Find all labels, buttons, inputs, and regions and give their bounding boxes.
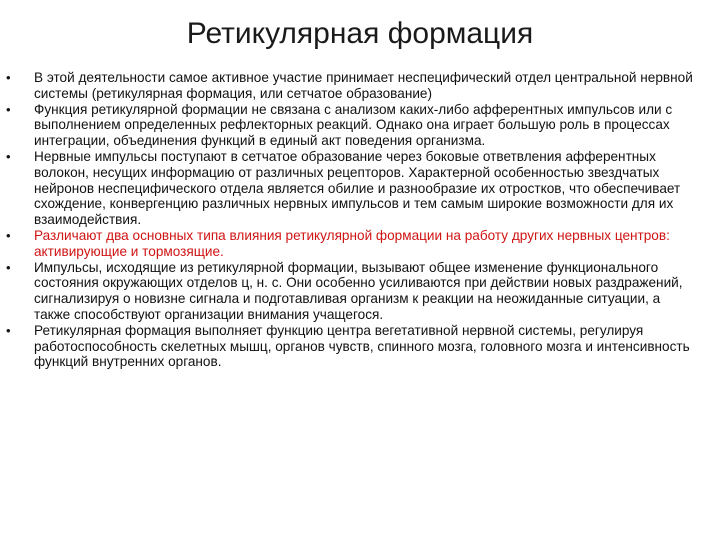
bullet-text: Различают два основных типа влияния ретикулярной формации на работу других нервных центров: активирующие и тормозящие.	[34, 227, 670, 259]
bullet-dot-icon: •	[6, 148, 11, 164]
bullet-item	[6, 260, 696, 323]
bullet-text: Нервные импульсы поступают в сетчатое образование через боковые ответвления афферентных волокон, несущих информацию от различных рецепторов. Характерной особенностью звездчатых нейронов неспецифического отдела является обилие и разнообразие их отростков, что обеспечивает схождение, конвергенцию различных нервных импульсов и тем самым широкие возможности для их взаимодействия.	[34, 148, 681, 228]
bullet-item	[6, 323, 696, 370]
bullet-text: Ретикулярная формация выполняет функцию центра вегетативной нервной системы, регулируя работоспособность скелетных мышц, органов чувств, спинного мозга, головного мозга и интенсивность функций внутренних органов.	[34, 322, 690, 370]
bullet-text: В этой деятельности самое активное участие принимает неспецифический отдел центральной нервной системы (ретикулярная формация, или сетчатое образование)	[34, 70, 693, 101]
bullet-dot-icon: •	[6, 101, 11, 117]
bullet-list	[6, 70, 696, 370]
bullet-dot-icon: •	[6, 259, 11, 275]
bullet-item-highlight	[6, 228, 696, 260]
bullet-text: Функция ретикулярной формации не связана с анализом каких-либо афферентных импульсов или с выполнением определенных рефлекторных реакций. Однако она играет большую роль в процессах интеграции, объединения функций в единый акт поведения организма.	[34, 101, 673, 149]
bullet-item	[6, 149, 696, 228]
bullet-item	[6, 70, 696, 102]
bullet-dot-icon: •	[6, 322, 11, 338]
bullet-text: Импульсы, исходящие из ретикулярной формации, вызывают общее изменение функционального состояния окружающих отделов ц, н. с. Они особенно усиливаются при действии новых раздражений, сигнализируя о новизне сигнала и подготавливая организм к реакции на неожиданные ситуации, а также способствуют организации внимания учащегося.	[34, 259, 683, 322]
slide-title: Ретикулярная формация	[186, 17, 534, 50]
bullet-dot-icon: •	[6, 227, 11, 243]
bullet-dot-icon: •	[6, 70, 11, 85]
bullet-item	[6, 102, 696, 149]
